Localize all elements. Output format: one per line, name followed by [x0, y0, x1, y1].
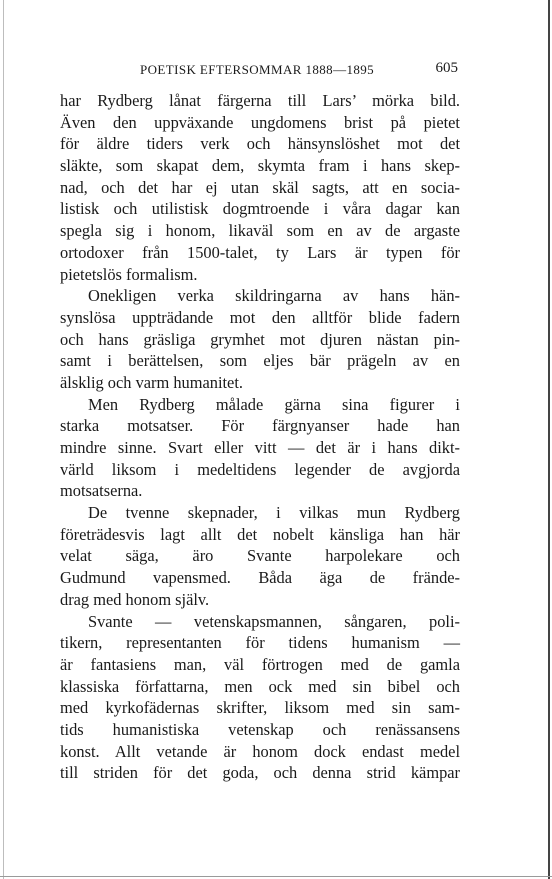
text-line: synslösa uppträdande mot den alltför blide fadern [60, 307, 460, 327]
text-line: Gudmund vapensmed. Båda äga de frände- [60, 568, 460, 588]
text-line: ortodoxer från 1500-talet, ty Lars är typen för [60, 242, 460, 262]
page-edge-left [3, 0, 4, 879]
text-line: velat säga, äro Svante harpolekare och [60, 546, 460, 566]
text-line: och hans gräsliga grymhet mot djuren nästan pin- [60, 329, 460, 349]
text-line: klassiska författarna, men ock med sin bibel och [60, 676, 460, 696]
text-line: tikern, representanten för tidens humanism — [60, 633, 460, 653]
text-line: älsklig och varm humanitet. [60, 372, 243, 392]
text-line: Även den uppväxande ungdomens brist på pietet [60, 112, 460, 132]
body-text [60, 90, 460, 784]
text-line: mindre sinne. Svart eller vitt — det är i hans dikt- [60, 438, 460, 457]
text-line: med kyrkofädernas skrifter, liksom med sin sam- [60, 698, 460, 718]
text-line: släkte, som skapat dem, skymta fram i hans skep- [60, 156, 460, 176]
text-line: pietetslös formalism. [60, 264, 198, 284]
text-line: samt i berättelsen, som eljes bär prägeln av en [60, 351, 460, 371]
text-line: är fantasiens man, väl förtrogen med de gamla [60, 654, 460, 674]
text-line: konst. Allt vetande är honom dock endast medel [60, 741, 460, 761]
text-line: listisk och utilistisk dogmtroende i våra dagar kan [60, 199, 460, 219]
page-edge-right [548, 0, 550, 879]
page-number: 605 [435, 60, 458, 76]
page-edge-bottom [0, 876, 552, 877]
text-line: drag med honom själv. [60, 589, 210, 609]
text-line: för äldre tiders verk och hänsynslöshet mot det [60, 134, 460, 154]
running-header [60, 60, 460, 82]
text-line: motsatserna. [60, 481, 143, 501]
text-line: De tvenne skepnader, i vilkas mun Rydberg [88, 503, 460, 523]
text-line: spegla sig i honom, likaväl som en av de argaste [60, 221, 460, 241]
running-title: POETISK EFTERSOMMAR 1888—1895 [140, 62, 375, 77]
text-line: tids humanistiska vetenskap och renässansens [60, 719, 460, 739]
text-line: Svante — vetenskapsmannen, sångaren, poli- [88, 611, 460, 631]
text-line: starka motsatser. För färgnyanser hade han [60, 416, 460, 436]
text-line: Men Rydberg målade gärna sina figurer i [88, 394, 460, 414]
text-line: till striden för det goda, och denna strid kämpar [60, 763, 460, 783]
text-line: nad, och det har ej utan skäl sagts, att en socia- [60, 177, 460, 197]
text-line: Onekligen verka skildringarna av hans hän- [88, 286, 460, 306]
text-line: företrädesvis lagt allt det nobelt känsliga han här [60, 524, 460, 544]
text-line: värld liksom i medeltidens legender de avgjorda [60, 459, 460, 479]
text-line: har Rydberg lånat färgerna till Lars’ mörka bild. [60, 91, 460, 110]
